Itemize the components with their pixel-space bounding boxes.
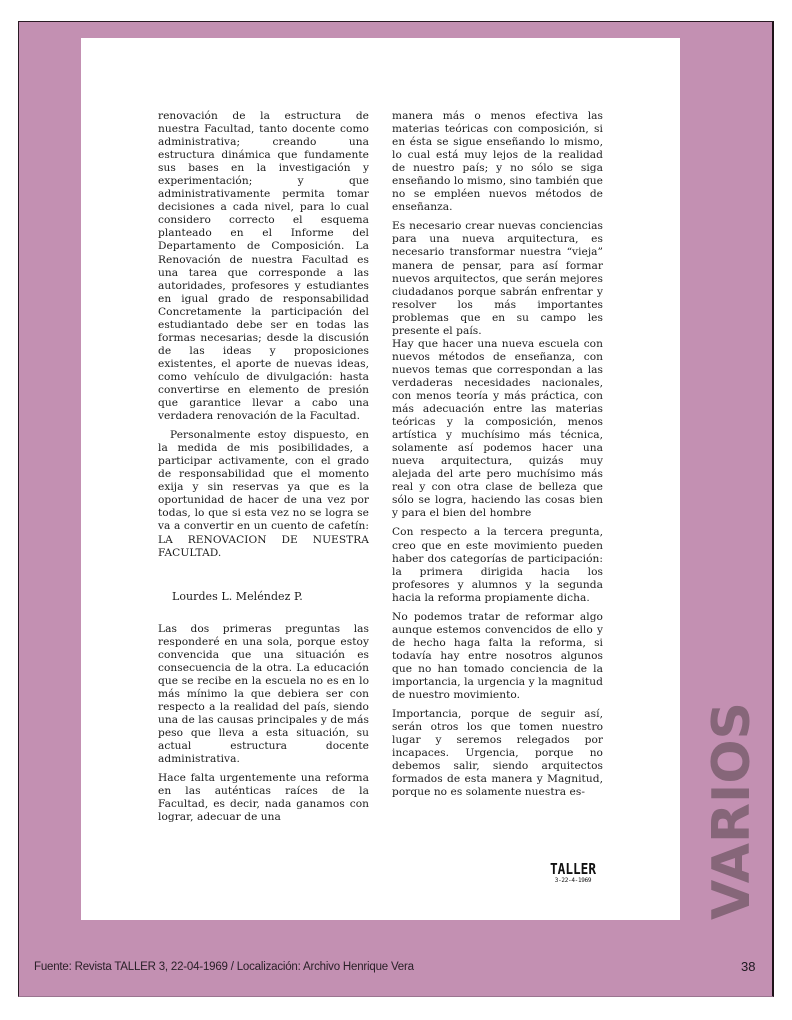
article-paragraph: Las dos primeras preguntas las responderé en una sola, porque estoy convencida que una situación es consecuencia de la otra. La educación que se recibe en la escuela no es en lo más mínimo la que debiera ser con respecto a la realidad del país, siendo una de las causas principales y de más peso que lleva a esta situación, su actual estructura docente administrativa. — [158, 622, 369, 766]
page-number: 38 — [741, 959, 756, 974]
article-left-column — [158, 110, 369, 824]
scanned-article-page — [81, 38, 680, 920]
article-paragraph: Importancia, porque de seguir así, serán otros los que tomen nuestro lugar y seremos relegados por incapaces. Urgencia, porque no debemos salir, siendo arquitectos formados de esta manera y Magnitud, porque no es solamente nuestra es- — [392, 708, 603, 799]
article-right-column — [392, 110, 603, 799]
article-paragraph: Hay que hacer una nueva escuela con nuevos métodos de enseñanza, con nuevos temas que correspondan a las verdaderas necesidades nacionales, con menos teoría y más práctica, con más adecuación entre las materias teóricas y la composición, menos artística y muchísimo más técnica, solamente así podemos hacer una nueva arquitectura, quizás muy alejada del arte pero muchísimo más real y con otra clase de belleza que sólo se logra, haciendo las cosas bien y para el bien del hombre — [392, 337, 603, 520]
article-paragraph: manera más o menos efectiva las materias teóricas con composición, si en ésta se sigue enseñando lo mismo, lo cual está muy lejos de la realidad de nuestro país; y no sólo se siga enseñando lo mismo, sino también que no se empléen nuevos métodos de enseñanza. — [392, 110, 603, 214]
article-paragraph: No podemos tratar de reformar algo aunque estemos convencidos de ello y de hecho haga falta la reforma, si todavía hay entre nosotros algunos que no han tomado conciencia de la importancia, la urgencia y la magnitud de nuestro movimiento. — [392, 610, 603, 702]
article-paragraph: renovación de la estructura de nuestra Facultad, tanto docente como administrativa; creando una estructura dinámica que fundamente sus bases en la investigación y experimentación; y que administrativamente permita tomar decisiones a cada nivel, para lo cual considero correcto el esquema planteado en el Informe del Departamento de Composición. La Renovación de nuestra Facultad es una tarea que corresponde a las autoridades, profesores y estudiantes en igual grado de responsabilidad Concretamente la participación del estudiantado debe ser en todas las formas necesarias; desde la discusión de las ideas y proposiciones existentes, el aporte de nuevas ideas, como vehículo de divulgación: hasta convertirse en elemento de presión que garantice llevar a cabo una verdadera renovación de la Facultad. — [158, 110, 369, 423]
source-caption: Fuente: Revista TALLER 3, 22-04-1969 / Localización: Archivo Henrique Vera — [34, 961, 414, 973]
section-label: VARIOS — [702, 701, 762, 920]
taller-logo-title: TALLER — [549, 860, 597, 878]
taller-logo-date: 3-22-4-1969 — [554, 877, 592, 884]
article-paragraph: Personalmente estoy dispuesto, en la medida de mis posibilidades, a participar activamente, con el grado de responsabilidad que el momento exija y sin reservas ya que es la oportunidad de hacer de una vez por todas, lo que si esta vez no se logra se va a convertir en un cuento de cafetín: LA RENOVACION DE NUESTRA FACULTAD. — [158, 429, 369, 559]
taller-logo — [542, 862, 604, 884]
article-paragraph: Con respecto a la tercera pregunta, creo que en este movimiento pueden haber dos categorías de participación: la primera dirigida hacia los profesores y alumnos y la segunda hacia la reforma propiamente dicha. — [392, 526, 603, 604]
article-paragraph: Hace falta urgentemente una reforma en las auténticas raíces de la Facultad, es decir, nada ganamos con lograr, adecuar de una — [158, 772, 369, 824]
article-paragraph: Es necesario crear nuevas conciencias para una nueva arquitectura, es necesario transformar nuestra “vieja” manera de pensar, para así formar nuevos arquitectos, que serán mejores ciudadanos porque sabrán enfrentar y resolver los más importantes problemas que en su campo les presente el país. — [392, 220, 603, 337]
author-signature: Lourdes L. Meléndez P. — [172, 589, 303, 603]
